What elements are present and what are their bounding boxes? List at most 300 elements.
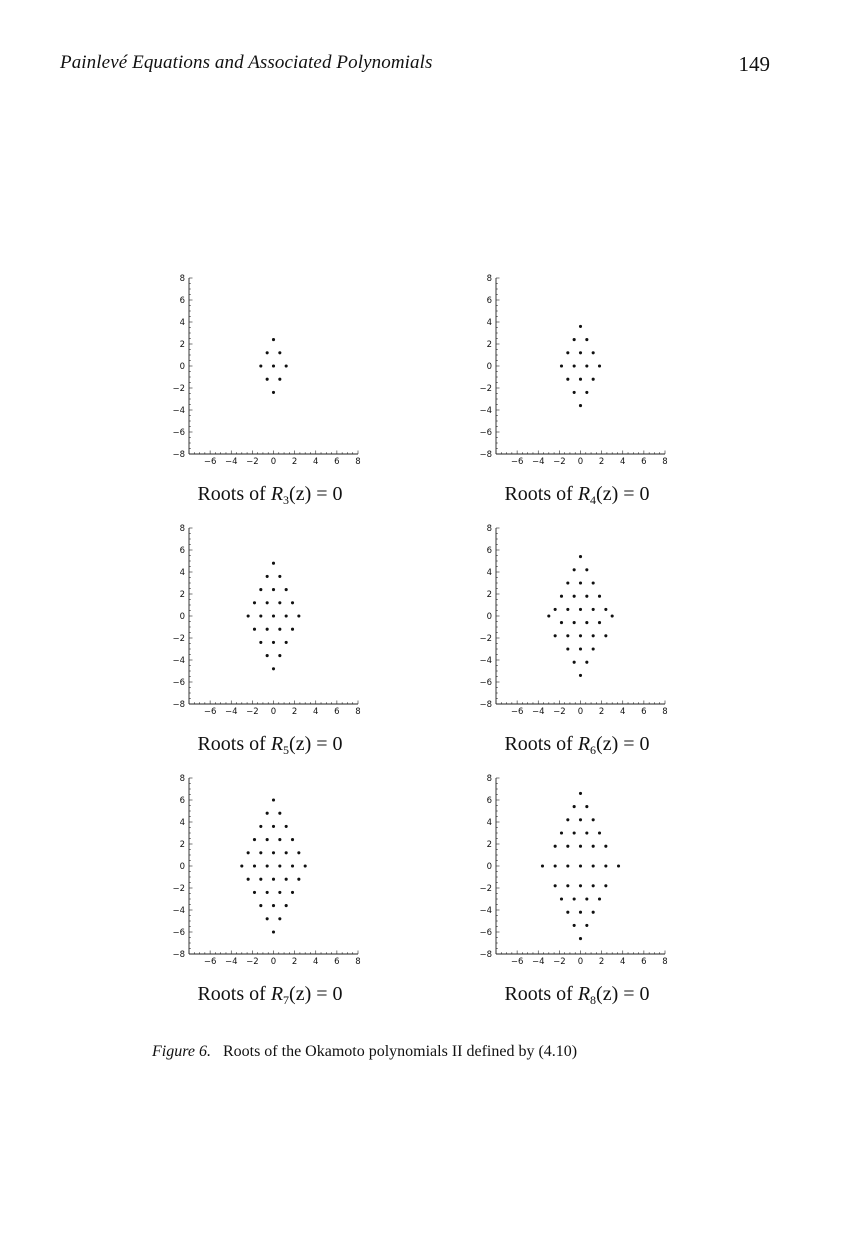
x-tick-label: −6 [203, 457, 217, 467]
y-tick-label: 8 [486, 774, 492, 784]
caption-suffix: (z) = 0 [596, 733, 650, 755]
root-point [259, 641, 262, 644]
root-point [566, 608, 569, 611]
x-tick-label: 8 [662, 457, 668, 467]
root-point [285, 364, 288, 367]
root-point [585, 831, 588, 834]
root-point [266, 864, 269, 867]
x-tick-label: 2 [598, 457, 605, 467]
root-point [611, 614, 614, 617]
root-point [554, 608, 557, 611]
root-point [592, 647, 595, 650]
root-point [253, 864, 256, 867]
y-tick-label: −6 [479, 678, 492, 688]
x-tick-label: 8 [662, 707, 668, 717]
scatter-plot-r7 [160, 770, 380, 970]
root-point [585, 897, 588, 900]
root-point [579, 351, 582, 354]
root-point [272, 667, 275, 670]
plot-caption-r4 [467, 483, 687, 508]
x-tick-label: 2 [598, 957, 605, 967]
root-point [573, 831, 576, 834]
y-tick-label: 2 [179, 840, 185, 850]
x-tick-label: −2 [246, 707, 259, 717]
plot-panel-r5 [160, 520, 380, 760]
root-point [585, 391, 588, 394]
root-point [598, 897, 601, 900]
root-point [585, 661, 588, 664]
root-point [278, 351, 281, 354]
x-tick-label: 0 [577, 957, 584, 967]
root-point [604, 608, 607, 611]
root-point [579, 647, 582, 650]
root-point [291, 601, 294, 604]
root-point [266, 628, 269, 631]
root-point [272, 851, 275, 854]
root-point [579, 937, 582, 940]
y-tick-label: 6 [486, 796, 492, 806]
caption-func: R [270, 983, 284, 1005]
y-tick-label: −8 [479, 450, 492, 460]
y-tick-label: 4 [179, 818, 185, 828]
root-point [278, 628, 281, 631]
root-point [272, 878, 275, 881]
scatter-plot-r8 [467, 770, 687, 970]
root-point [592, 884, 595, 887]
y-tick-label: 8 [486, 274, 492, 284]
root-point [579, 818, 582, 821]
x-tick-label: −4 [224, 957, 238, 967]
y-tick-label: −4 [479, 406, 492, 416]
y-tick-label: 2 [486, 840, 492, 850]
root-point [579, 845, 582, 848]
root-point [573, 568, 576, 571]
x-tick-label: 8 [355, 457, 361, 467]
x-tick-label: −4 [224, 707, 238, 717]
caption-subscript: 3 [283, 493, 290, 507]
root-point [579, 792, 582, 795]
x-tick-label: 8 [355, 707, 361, 717]
y-tick-label: −8 [479, 700, 492, 710]
y-tick-label: 0 [486, 362, 492, 372]
root-point [560, 595, 563, 598]
plot-panel-r7 [160, 770, 380, 1010]
root-point [291, 891, 294, 894]
root-point [297, 851, 300, 854]
x-tick-label: 0 [270, 457, 277, 467]
root-point [285, 588, 288, 591]
caption-subscript: 4 [590, 493, 597, 507]
root-point [585, 364, 588, 367]
root-point [247, 878, 250, 881]
root-point [560, 897, 563, 900]
x-tick-label: 6 [334, 957, 340, 967]
root-point [617, 864, 620, 867]
x-tick-label: 8 [355, 957, 361, 967]
caption-prefix: Roots of [197, 733, 271, 755]
running-title: Painlevé Equations and Associated Polynomials [60, 52, 433, 73]
y-tick-label: 8 [179, 274, 185, 284]
y-tick-label: −6 [172, 428, 185, 438]
plot-panel-r3 [160, 270, 380, 510]
root-point [554, 845, 557, 848]
caption-func: R [577, 983, 591, 1005]
caption-func: R [270, 733, 284, 755]
root-point [573, 897, 576, 900]
caption-subscript: 6 [590, 743, 597, 757]
root-point [272, 825, 275, 828]
caption-func: R [577, 483, 591, 505]
y-tick-label: −4 [479, 906, 492, 916]
root-point [266, 917, 269, 920]
root-point [604, 845, 607, 848]
root-point [566, 351, 569, 354]
root-point [266, 891, 269, 894]
root-point [285, 878, 288, 881]
y-tick-label: 4 [486, 568, 492, 578]
root-point [278, 838, 281, 841]
y-tick-label: 8 [179, 774, 185, 784]
root-point [592, 864, 595, 867]
root-point [573, 391, 576, 394]
root-point [278, 601, 281, 604]
root-point [592, 845, 595, 848]
figure-caption-text: Roots of the Okamoto polynomials II defined by (4.10) [222, 1043, 578, 1060]
root-point [566, 911, 569, 914]
root-point [266, 378, 269, 381]
caption-subscript: 5 [283, 743, 290, 757]
root-point [560, 621, 563, 624]
root-point [598, 364, 601, 367]
root-point [547, 614, 550, 617]
root-point [259, 364, 262, 367]
root-point [266, 838, 269, 841]
x-tick-label: −6 [510, 457, 524, 467]
root-point [585, 621, 588, 624]
y-tick-label: 0 [179, 612, 185, 622]
root-point [272, 614, 275, 617]
root-point [592, 351, 595, 354]
root-point [272, 641, 275, 644]
caption-suffix: (z) = 0 [289, 483, 343, 505]
scatter-plot-r3 [160, 270, 380, 470]
y-tick-label: −6 [172, 678, 185, 688]
scatter-plot-r5 [160, 520, 380, 720]
root-point [541, 864, 544, 867]
scatter-plot-r6 [467, 520, 687, 720]
y-tick-label: 4 [179, 318, 185, 328]
y-tick-label: −2 [172, 384, 185, 394]
x-tick-label: 2 [291, 707, 298, 717]
root-point [579, 864, 582, 867]
root-point [598, 621, 601, 624]
root-point [272, 391, 275, 394]
x-tick-label: 6 [641, 457, 647, 467]
x-tick-label: −4 [531, 957, 545, 967]
root-point [285, 904, 288, 907]
x-tick-label: −6 [203, 957, 217, 967]
x-tick-label: 4 [313, 957, 319, 967]
root-point [259, 851, 262, 854]
root-point [585, 338, 588, 341]
x-tick-label: 4 [620, 957, 626, 967]
root-point [585, 568, 588, 571]
root-point [297, 878, 300, 881]
plot-caption-r6 [467, 733, 687, 758]
x-tick-label: 6 [334, 457, 340, 467]
root-point [291, 838, 294, 841]
y-tick-label: −4 [172, 906, 185, 916]
root-point [266, 654, 269, 657]
root-point [554, 634, 557, 637]
y-tick-label: 2 [486, 590, 492, 600]
x-tick-label: 0 [577, 707, 584, 717]
root-point [278, 378, 281, 381]
root-point [579, 884, 582, 887]
y-tick-label: −4 [479, 656, 492, 666]
y-tick-label: −2 [479, 884, 492, 894]
x-tick-label: 0 [577, 457, 584, 467]
y-tick-label: 4 [486, 818, 492, 828]
x-tick-label: 0 [270, 707, 277, 717]
y-tick-label: −2 [479, 384, 492, 394]
caption-prefix: Roots of [504, 733, 578, 755]
caption-suffix: (z) = 0 [596, 983, 650, 1005]
root-point [592, 634, 595, 637]
root-point [585, 924, 588, 927]
root-point [566, 864, 569, 867]
root-point [285, 614, 288, 617]
root-point [573, 805, 576, 808]
root-point [278, 575, 281, 578]
y-tick-label: 2 [179, 340, 185, 350]
root-point [566, 634, 569, 637]
root-point [554, 884, 557, 887]
root-point [573, 364, 576, 367]
root-point [278, 917, 281, 920]
root-point [566, 818, 569, 821]
y-tick-label: −8 [479, 950, 492, 960]
y-tick-label: −6 [479, 928, 492, 938]
root-point [259, 878, 262, 881]
y-tick-label: −4 [172, 406, 185, 416]
y-tick-label: −4 [172, 656, 185, 666]
plot-caption-r3 [160, 483, 380, 508]
root-point [291, 628, 294, 631]
x-tick-label: 2 [291, 457, 298, 467]
x-tick-label: 6 [641, 957, 647, 967]
scatter-plot-r4 [467, 270, 687, 470]
caption-suffix: (z) = 0 [289, 983, 343, 1005]
root-point [253, 838, 256, 841]
root-point [585, 805, 588, 808]
y-tick-label: 6 [179, 546, 185, 556]
plot-caption-r7 [160, 983, 380, 1008]
y-tick-label: −2 [172, 634, 185, 644]
root-point [585, 595, 588, 598]
y-tick-label: 0 [486, 612, 492, 622]
root-point [566, 845, 569, 848]
x-tick-label: 4 [620, 707, 626, 717]
root-point [579, 674, 582, 677]
x-tick-label: −2 [553, 957, 566, 967]
root-point [592, 911, 595, 914]
root-point [579, 581, 582, 584]
y-tick-label: 6 [179, 796, 185, 806]
x-tick-label: 4 [313, 707, 319, 717]
x-tick-label: 6 [641, 707, 647, 717]
y-tick-label: 4 [179, 568, 185, 578]
root-point [272, 338, 275, 341]
root-point [272, 588, 275, 591]
root-point [566, 884, 569, 887]
root-point [272, 904, 275, 907]
root-point [592, 581, 595, 584]
figure-label: Figure 6. [152, 1043, 211, 1060]
x-tick-label: −2 [553, 457, 566, 467]
root-point [266, 351, 269, 354]
root-point [579, 911, 582, 914]
root-point [579, 378, 582, 381]
y-tick-label: 0 [179, 362, 185, 372]
x-tick-label: 2 [598, 707, 605, 717]
x-tick-label: −4 [531, 457, 545, 467]
page-number: 149 [738, 52, 770, 76]
x-tick-label: 4 [620, 457, 626, 467]
y-tick-label: −8 [172, 450, 185, 460]
y-tick-label: −8 [172, 700, 185, 710]
root-point [579, 555, 582, 558]
root-point [291, 864, 294, 867]
y-tick-label: 8 [179, 524, 185, 534]
root-point [278, 864, 281, 867]
root-point [266, 812, 269, 815]
root-point [247, 614, 250, 617]
root-point [566, 378, 569, 381]
running-head [60, 52, 770, 80]
x-tick-label: 0 [270, 957, 277, 967]
root-point [554, 864, 557, 867]
plot-panel-r6 [467, 520, 687, 760]
root-point [573, 595, 576, 598]
root-point [573, 924, 576, 927]
root-point [592, 378, 595, 381]
root-point [272, 798, 275, 801]
root-point [259, 588, 262, 591]
caption-func: R [270, 483, 284, 505]
root-point [566, 581, 569, 584]
root-point [604, 884, 607, 887]
root-point [240, 864, 243, 867]
root-point [566, 647, 569, 650]
figure-caption [152, 1043, 577, 1061]
caption-prefix: Roots of [197, 483, 271, 505]
x-tick-label: −6 [203, 707, 217, 717]
root-point [253, 891, 256, 894]
x-tick-label: 4 [313, 457, 319, 467]
caption-func: R [577, 733, 591, 755]
y-tick-label: 2 [179, 590, 185, 600]
y-tick-label: −2 [479, 634, 492, 644]
root-point [278, 891, 281, 894]
x-tick-label: 8 [662, 957, 668, 967]
root-point [592, 818, 595, 821]
y-tick-label: 0 [179, 862, 185, 872]
y-tick-label: 8 [486, 524, 492, 534]
root-point [573, 338, 576, 341]
root-point [604, 864, 607, 867]
x-tick-label: −6 [510, 957, 524, 967]
root-point [266, 601, 269, 604]
x-tick-label: −2 [246, 957, 259, 967]
root-point [272, 562, 275, 565]
root-point [278, 654, 281, 657]
plot-panel-r8 [467, 770, 687, 1010]
x-tick-label: −4 [531, 707, 545, 717]
root-point [304, 864, 307, 867]
root-point [579, 325, 582, 328]
root-point [579, 634, 582, 637]
caption-suffix: (z) = 0 [289, 733, 343, 755]
root-point [259, 904, 262, 907]
root-point [285, 825, 288, 828]
root-point [579, 608, 582, 611]
root-point [560, 831, 563, 834]
plot-caption-r8 [467, 983, 687, 1008]
root-point [297, 614, 300, 617]
y-tick-label: 6 [486, 546, 492, 556]
caption-prefix: Roots of [504, 483, 578, 505]
x-tick-label: −2 [246, 457, 259, 467]
root-point [579, 404, 582, 407]
root-point [259, 614, 262, 617]
y-tick-label: 6 [486, 296, 492, 306]
y-tick-label: 4 [486, 318, 492, 328]
y-tick-label: −6 [479, 428, 492, 438]
root-point [598, 595, 601, 598]
y-tick-label: 6 [179, 296, 185, 306]
root-point [278, 812, 281, 815]
root-point [573, 621, 576, 624]
y-tick-label: −6 [172, 928, 185, 938]
y-tick-label: −8 [172, 950, 185, 960]
caption-suffix: (z) = 0 [596, 483, 650, 505]
root-point [266, 575, 269, 578]
plot-panel-r4 [467, 270, 687, 510]
y-tick-label: 0 [486, 862, 492, 872]
caption-subscript: 7 [283, 993, 290, 1007]
x-tick-label: 6 [334, 707, 340, 717]
root-point [285, 851, 288, 854]
root-point [259, 825, 262, 828]
y-tick-label: −2 [172, 884, 185, 894]
caption-prefix: Roots of [197, 983, 271, 1005]
x-tick-label: −4 [224, 457, 238, 467]
x-tick-label: −2 [553, 707, 566, 717]
root-point [560, 364, 563, 367]
root-point [604, 634, 607, 637]
caption-subscript: 8 [590, 993, 597, 1007]
root-point [573, 661, 576, 664]
root-point [253, 628, 256, 631]
root-point [253, 601, 256, 604]
root-point [598, 831, 601, 834]
root-point [592, 608, 595, 611]
root-point [247, 851, 250, 854]
y-tick-label: 2 [486, 340, 492, 350]
root-point [272, 364, 275, 367]
root-point [285, 641, 288, 644]
